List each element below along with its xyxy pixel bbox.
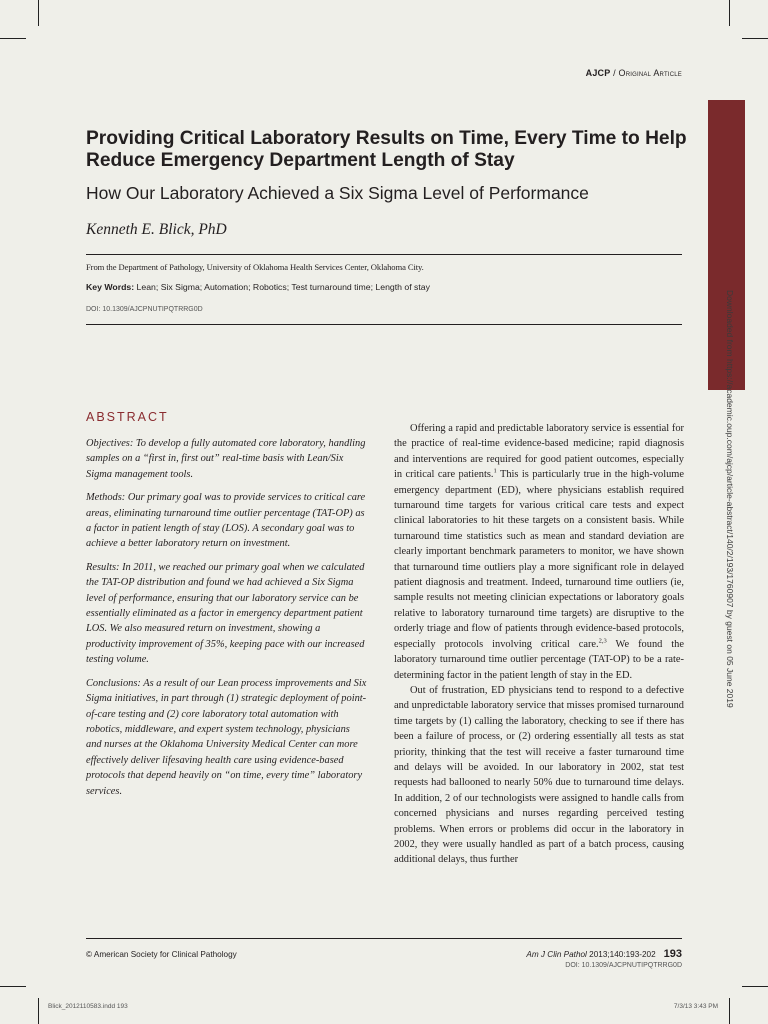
crop-mark [742, 986, 768, 987]
body-text [394, 421, 684, 868]
citation-ref[interactable]: 1 [493, 467, 497, 475]
running-header: AJCP / Original Article [585, 68, 682, 78]
paragraph: Out of frustration, ED physicians tend to respond to a defective and unpredictable laboratory service that misses promised turnaround time targets by (1) calling the laboratory, checking to see if there has been a failure of process, or (2) ordering essentially all tests as stat priority, thinking that the test will receive a faster turnaround time and delays will be avoided. In our laboratory in 2002, stat test requests had ballooned to nearly 50% due to turnaround time delays. In addition, 2 of our technologists were assigned to handle calls from concerned physicians and nurses regarding perceived testing problems. When errors or problems did occur in the laboratory in 2002, they were usually handled as part of a batch process, causing additional delays, thus further [394, 684, 684, 866]
abstract-results: Results: In 2011, we reached our primary goal when we calculated the TAT-OP distribution and found we had achieved a Six Sigma level of performance, ensuring that our laboratory service can be essentially eliminated as a factor in emergency department patient LOS. We also measured return on investment, showing a productivity improvement of 35%, keeping pace with our increased testing volume. [86, 561, 365, 666]
affiliation: From the Department of Pathology, University of Oklahoma Health Services Center, Oklahoma City. [86, 262, 424, 272]
crop-mark [742, 38, 768, 39]
citation-ref[interactable]: 2,3 [598, 637, 607, 645]
author-name: Kenneth E. Blick, PhD [86, 221, 227, 238]
footer-doi: DOI: 10.1309/AJCPNUTIPQTRRG0D [565, 962, 682, 969]
keywords: Key Words: Lean; Six Sigma; Automation; Robotics; Test turnaround time; Length of stay [86, 282, 430, 292]
page-number: 193 [663, 948, 682, 960]
divider [86, 254, 682, 255]
abstract-methods: Methods: Our primary goal was to provide services to critical care areas, eliminating turnaround time outlier percentage (TAT-OP) as a factor in patient length of stay (LOS). A secondary goal was to achieve a better laboratory return on investment. [86, 492, 366, 550]
citation-volume: 2013;140:193-202 [586, 950, 656, 959]
copyright: © American Society for Clinical Pathology [86, 950, 237, 959]
abstract-objectives: Objectives: To develop a fully automated core laboratory, handling samples on a “first in, first out” real-time basis with Lean/Six Sigma management tools. [86, 438, 366, 480]
crop-mark [0, 38, 26, 39]
abstract-body [86, 436, 368, 807]
crop-mark [0, 986, 26, 987]
crop-mark [729, 998, 730, 1024]
article-subtitle: How Our Laboratory Achieved a Six Sigma Level of Performance [86, 183, 589, 203]
print-timestamp: 7/3/13 3:43 PM [673, 1003, 718, 1010]
article-title: Providing Critical Laboratory Results on Time, Every Time to Help Reduce Emergency Department Length of Stay [86, 128, 687, 171]
paragraph: Offering a rapid and predictable laboratory service is essential for the practice of real-time evidence-based medicine; rapid diagnosis and interventions are required for good patient outcomes, especially in critical care patients.$^1$ This is particularly true in the high-volume emergency department (ED), where physicians establish required turnaround time targets for various critical care tests and expect clinical laboratories to hit these targets on a consistent basis. While turnaround time statistics such as mean and standard deviation are clearly important benchmark parameters to monitor, we have shown that turnaround time outliers play a more significant role in delayed patient diagnosis and treatment. Indeed, turnaround time outliers (ie, sample results not meeting clinician expectations or laboratory goals relative to laboratory turnaround time targets) are disruptive to the orderly triage and flow of patients through evidence-based protocols, especially protocols involving critical care.$^{2,3}$ We found the laboratory turnaround time outlier percentage (TAT-OP) to be a rate-determining factor in the patient length of stay in the ED. [394, 423, 684, 681]
doi: DOI: 10.1309/AJCPNUTIPQTRRG0D [86, 306, 203, 313]
crop-mark [729, 0, 730, 26]
crop-mark [38, 998, 39, 1024]
abstract-conclusions: Conclusions: As a result of our Lean process improvements and Six Sigma initiatives, in part through (1) strategic deployment of point-of-care testing and (2) core laboratory total automation with robotics, middleware, and expert system technology, physicians and nurses at the Oklahoma University Medical Center can more effectively deliver lifesaving health care using evidence-based protocols that depend heavily on “on time, every time” laboratory services. [86, 677, 367, 797]
citation-footer [526, 948, 682, 969]
crop-mark [38, 0, 39, 26]
citation-journal: Am J Clin Pathol [526, 950, 587, 959]
abstract-heading: ABSTRACT [86, 410, 169, 424]
divider [86, 938, 682, 939]
download-notice: Downloaded from https://academic.oup.com/ajcp/article-abstract/140/2/193/1760907 by guest on 05 June 2019 [725, 290, 735, 708]
section-label: Original Article [618, 68, 682, 78]
divider [86, 324, 682, 325]
print-slug: Blick_2012110583.indd 193 [48, 1003, 128, 1010]
journal-abbrev: AJCP [585, 68, 611, 78]
